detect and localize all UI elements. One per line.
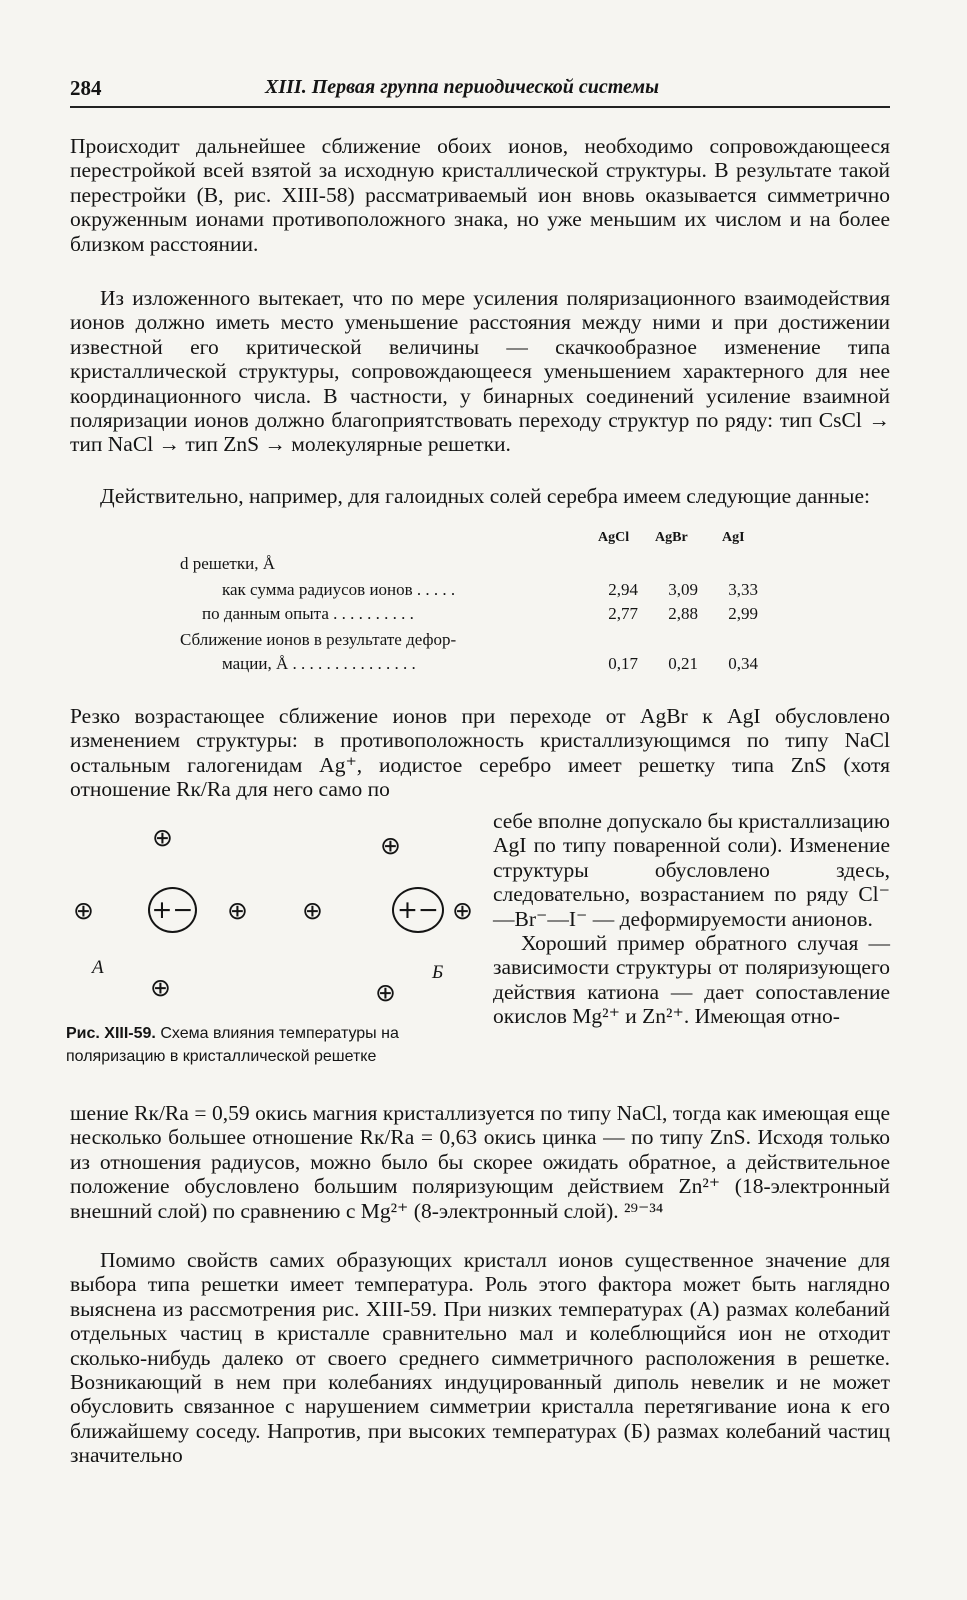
- paragraph-7: Помимо свойств самих образующих кристалл ионов существенное значение для выбора типа решетки имеет температура. Роль этого фактора может быть наглядно выяснена из рассмотрения рис. XIII-59. При низких температурах (А) размах колебаний отдельных частиц в кристалле сравнительно мал и колеблющийся ион не отходит сколько-нибудь далеко от своего среднего симметричного расположения в решетке. Возникающий в нем при колебаниях индуцированный диполь невелик и не может обусловить связанное с нарушением симметрии кристалла перетягивание иона к его ближайшему соседу. Напротив, при высоких температурах (Б) размах колебаний частиц значительно: [70, 1248, 890, 1468]
- page-number: 284: [70, 76, 102, 100]
- running-title: XIII. Первая группа периодической системы: [265, 76, 659, 98]
- table-col-agcl: AgCl: [598, 530, 630, 545]
- cation-icon: ⊕: [152, 823, 173, 852]
- cation-icon: ⊕: [380, 831, 401, 860]
- paragraph-4: Резко возрастающее сближение ионов при переходе от AgBr к AgI обусловлено изменением структуры: в противоположность кристаллизующимся по типу NaCl остальным галогенидам Ag⁺, иодистое серебро имеет решетку типа ZnS (хотя отношение Rк/Rа для него само по: [70, 704, 890, 802]
- paragraph-5-side: себе вполне допускало бы кристаллизацию AgI по типу поваренной соли). Изменение структуры обусловлено здесь, следовательно, возрастанием по ряду Cl⁻—Br⁻—I⁻ — деформируемости анионов.: [493, 809, 890, 931]
- table-row: Сближение ионов в результате дефор-: [180, 630, 457, 649]
- table-col-agi: AgI: [722, 530, 745, 545]
- paragraph-1: Происходит дальнейшее сближение обоих ионов, необходимо сопровождающееся перестройкой всей взятой за исходную кристаллической структуры. В результате такой перестройки (В, рис. XIII-58) рассматриваемый ион вновь оказывается симметрично окруженным ионами противоположного знака, но уже меньшим их числом и на более близком расстоянии.: [70, 134, 890, 256]
- paragraph-2: Из изложенного вытекает, что по мере усиления поляризационного взаимодействия ионов должно иметь место уменьшение расстояния между ними и при достижении известной его критической величины — скачкообразное изменение типа кристаллической структуры, сопровождающееся уменьшением характерного для нее координационного числа. В частности, у бинарных соединений усиление взаимной поляризации ионов должно благоприятствовать переходу структур по ряду: тип CsCl → тип NaCl → тип ZnS → молекулярные решетки.: [70, 286, 890, 457]
- figure-caption-text: Схема влияния температуры на поляризацию в кристаллической решетке: [66, 1025, 399, 1065]
- figure-label-a: А: [92, 957, 104, 978]
- paragraph-3: Действительно, например, для галоидных солей серебра имеем следующие данные:: [100, 484, 871, 508]
- paragraph-6-continued: шение Rк/Rа = 0,59 окись магния кристаллизуется по типу NaCl, тогда как имеющая еще несколько большее отношение Rк/Rа = 0,63 окись цинка — по типу ZnS. Исходя только из отношения радиусов, можно было бы скорее ожидать обратное, а действительное положение обусловлено большим поляризующим действием Zn²⁺ (18-электронный внешний слой) по сравнению с Mg²⁺ (8-электронный слой). ²⁹⁻³⁴: [70, 1101, 890, 1223]
- table-row: мации, Å . . . . . . . . . . . . . . . 0,17 0,21 0,34: [222, 654, 758, 673]
- dipole-centered-icon: +−: [148, 887, 197, 933]
- cation-icon: ⊕: [227, 896, 248, 925]
- table-row: d решетки, Å: [180, 554, 275, 573]
- cation-icon: ⊕: [150, 973, 171, 1002]
- figure-xiii-59: [70, 815, 490, 1025]
- figure-caption: [66, 1022, 486, 1068]
- cation-icon: ⊕: [73, 896, 94, 925]
- table-row: по данным опыта . . . . . . . . . . 2,77 2,88 2,99: [202, 604, 758, 623]
- figure-number: Рис. XIII-59.: [66, 1025, 156, 1042]
- side-column: [493, 809, 890, 1029]
- paragraph-6-side: Хороший пример обратного случая — зависимости структуры от поляризующего действия катиона — дает сопоставление окислов Mg²⁺ и Zn²⁺. Имеющая отно-: [493, 931, 890, 1029]
- cation-icon: ⊕: [302, 896, 323, 925]
- table-row: как сумма радиусов ионов . . . . . 2,94 3,09 3,33: [222, 580, 758, 599]
- figure-label-b: Б: [432, 962, 444, 983]
- cation-icon: ⊕: [375, 978, 396, 1007]
- table-col-agbr: AgBr: [655, 530, 688, 545]
- dipole-shifted-icon: +−: [392, 887, 444, 933]
- page-header: [70, 74, 890, 108]
- cation-icon: ⊕: [452, 896, 473, 925]
